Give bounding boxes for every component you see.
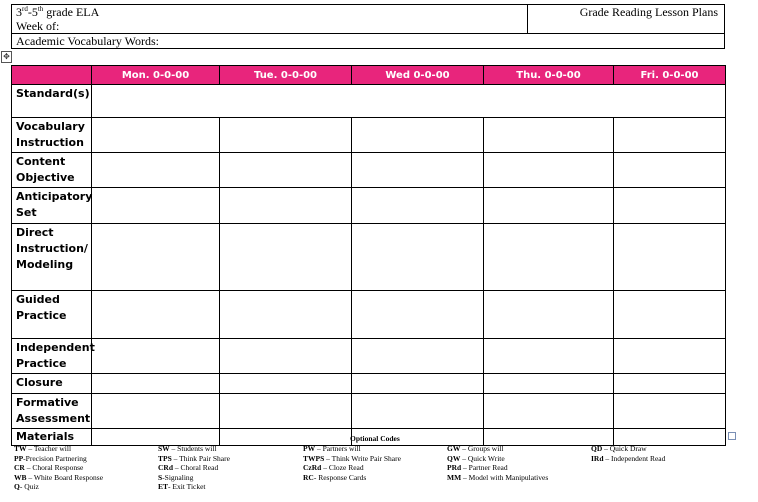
day-header-mon: Mon. 0-0-00 <box>92 66 220 85</box>
row-label-content-objective: Content Objective <box>12 153 92 188</box>
plan-cell[interactable] <box>352 394 484 429</box>
plan-cell[interactable] <box>614 429 726 446</box>
plan-cell[interactable] <box>484 224 614 291</box>
vocab-words-label: Academic Vocabulary Words: <box>16 34 159 48</box>
plan-cell[interactable] <box>220 429 352 446</box>
grade-week-cell[interactable] <box>12 5 528 34</box>
row-label-vocabulary-instruction: Vocabulary Instruction <box>12 118 92 153</box>
plan-cell[interactable] <box>92 374 220 394</box>
plan-cell[interactable] <box>92 224 220 291</box>
code-item: Q- Quiz <box>14 482 39 491</box>
day-header-row <box>12 66 726 85</box>
row-direct-instruction <box>12 224 726 291</box>
code-item: S-Signaling <box>158 472 194 482</box>
plan-cell[interactable] <box>92 394 220 429</box>
plan-cell[interactable] <box>484 374 614 394</box>
day-header-wed: Wed 0-0-00 <box>352 66 484 85</box>
plan-cell[interactable] <box>92 188 220 224</box>
code-item: RC- Response Cards <box>303 472 367 482</box>
plan-cell[interactable] <box>220 394 352 429</box>
code-item: QD – Quick Draw <box>591 444 647 453</box>
row-vocabulary-instruction <box>12 118 726 153</box>
plan-cell[interactable] <box>352 291 484 339</box>
plan-cell[interactable] <box>614 224 726 291</box>
plan-cell[interactable] <box>220 188 352 224</box>
plan-cell[interactable] <box>92 429 220 446</box>
code-item: ET- Exit Ticket <box>158 482 206 491</box>
code-item: SW – Students will <box>158 444 217 453</box>
codes-column <box>158 444 230 492</box>
plan-cell[interactable] <box>352 153 484 188</box>
code-item: PRd – Partner Read <box>447 463 508 472</box>
plan-cell[interactable] <box>614 291 726 339</box>
code-item: TW – Teacher will <box>14 444 72 453</box>
codes-column <box>447 444 548 482</box>
plan-cell[interactable] <box>614 188 726 224</box>
plan-cell[interactable] <box>92 118 220 153</box>
table-resize-handle[interactable] <box>728 432 736 440</box>
plan-cell[interactable] <box>220 224 352 291</box>
plan-cell[interactable] <box>484 394 614 429</box>
plan-cell[interactable] <box>614 153 726 188</box>
row-label-materials: Materials <box>12 429 92 446</box>
plan-cell[interactable] <box>484 153 614 188</box>
plan-cell[interactable] <box>352 118 484 153</box>
plan-cell[interactable] <box>484 429 614 446</box>
day-header-thu: Thu. 0-0-00 <box>484 66 614 85</box>
row-label-closure: Closure <box>12 374 92 394</box>
code-item: CR – Choral Response <box>14 463 84 472</box>
week-of-label: Week of: <box>16 19 60 33</box>
row-label-formative-assessment: Formative Assessment <box>12 394 92 429</box>
plan-cell[interactable] <box>484 118 614 153</box>
code-item: CRd – Choral Read <box>158 463 219 472</box>
header-table <box>11 4 725 49</box>
code-item: QW – Quick Write <box>447 453 505 463</box>
row-independent-practice <box>12 339 726 374</box>
code-item: CzRd – Cloze Read <box>303 463 364 472</box>
codes-column <box>14 444 103 492</box>
lesson-plan-table <box>11 65 726 446</box>
plan-cell[interactable] <box>484 339 614 374</box>
plan-title-cell[interactable] <box>528 5 725 34</box>
grade-label: 3rd-5th grade ELA <box>16 5 100 19</box>
code-item: PW – Partners will <box>303 444 361 453</box>
row-label-direct-instruction: Direct Instruction/ Modeling <box>12 224 92 291</box>
table-move-handle-icon[interactable]: ✥ <box>1 51 12 63</box>
plan-title: Grade Reading Lesson Plans <box>579 5 718 19</box>
row-label-guided-practice: Guided Practice <box>12 291 92 339</box>
row-closure <box>12 374 726 394</box>
code-item: PP-Precision Partnering <box>14 453 87 463</box>
code-item: TWPS – Think Write Pair Share <box>303 453 401 463</box>
code-item: MM – Model with Manipulatives <box>447 472 549 482</box>
row-label-standards: Standard(s) <box>12 85 92 118</box>
plan-cell[interactable] <box>220 374 352 394</box>
optional-codes-title: Optional Codes <box>350 434 400 443</box>
row-standards <box>12 85 726 118</box>
corner-cell <box>12 66 92 85</box>
plan-cell[interactable] <box>220 339 352 374</box>
code-item: TPS – Think Pair Share <box>158 453 230 463</box>
codes-column <box>591 444 665 463</box>
row-label-anticipatory-set: Anticipatory Set <box>12 188 92 224</box>
plan-cell[interactable] <box>484 188 614 224</box>
plan-cell[interactable] <box>484 291 614 339</box>
code-item: IRd – Independent Read <box>591 453 666 463</box>
code-item: GW – Groups will <box>447 444 504 453</box>
plan-cell[interactable] <box>614 118 726 153</box>
code-item: WB – White Board Response <box>14 472 104 482</box>
plan-cell[interactable] <box>352 374 484 394</box>
row-guided-practice <box>12 291 726 339</box>
plan-cell[interactable] <box>352 339 484 374</box>
codes-column <box>303 444 401 482</box>
plan-cell[interactable] <box>614 339 726 374</box>
plan-cell[interactable] <box>352 224 484 291</box>
plan-cell[interactable] <box>220 291 352 339</box>
vocab-words-cell[interactable] <box>12 34 725 49</box>
day-header-fri: Fri. 0-0-00 <box>614 66 726 85</box>
plan-cell[interactable] <box>220 118 352 153</box>
plan-cell[interactable] <box>92 153 220 188</box>
standards-cell[interactable] <box>92 85 726 118</box>
row-formative-assessment <box>12 394 726 429</box>
plan-cell[interactable] <box>92 339 220 374</box>
plan-cell[interactable] <box>614 374 726 394</box>
plan-cell[interactable] <box>92 291 220 339</box>
plan-cell[interactable] <box>352 188 484 224</box>
day-header-tue: Tue. 0-0-00 <box>220 66 352 85</box>
plan-cell[interactable] <box>220 153 352 188</box>
row-label-independent-practice: Independent Practice <box>12 339 92 374</box>
plan-cell[interactable] <box>614 394 726 429</box>
row-anticipatory-set <box>12 188 726 224</box>
row-content-objective <box>12 153 726 188</box>
